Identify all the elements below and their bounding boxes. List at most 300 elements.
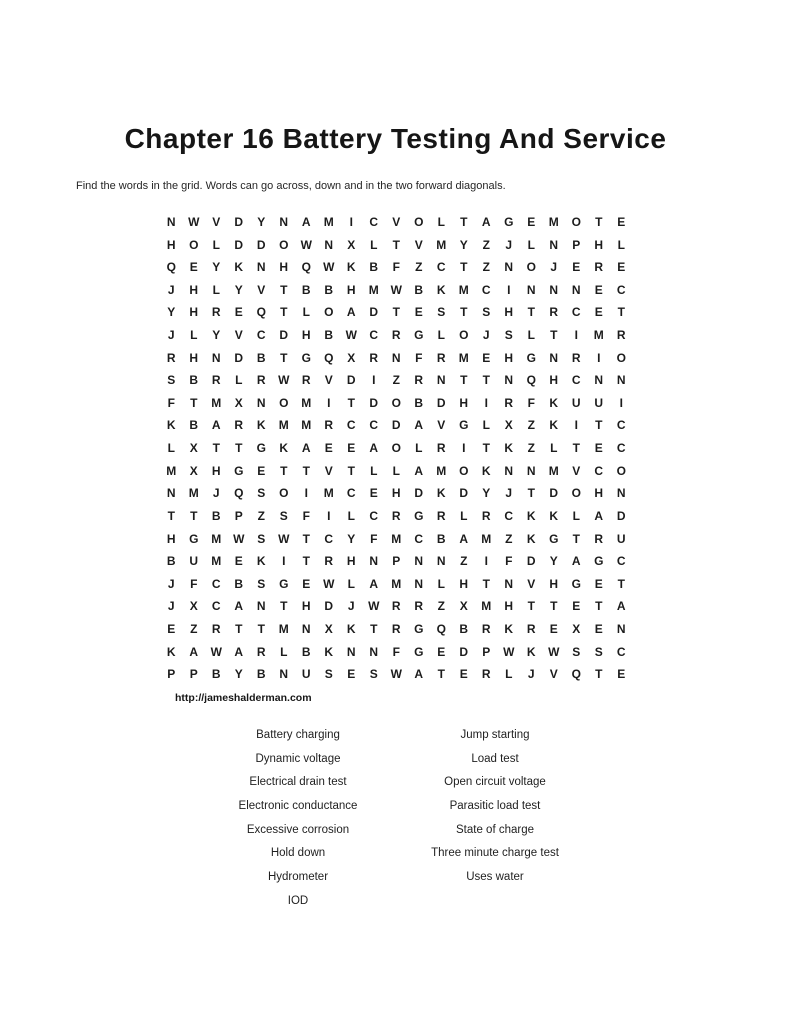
grid-cell: D	[324, 599, 334, 614]
grid-cell: V	[549, 667, 558, 682]
grid-cell: H	[459, 576, 469, 591]
grid-cell: C	[211, 599, 221, 614]
grid-row	[160, 324, 633, 347]
grid-cell: L	[505, 667, 513, 682]
grid-cell: B	[256, 667, 266, 682]
grid-cell: F	[302, 508, 310, 523]
grid-cell: L	[482, 418, 490, 433]
grid-cell: K	[549, 395, 559, 410]
grid-cell: I	[574, 328, 578, 343]
grid-cell: G	[414, 328, 424, 343]
grid-row	[160, 641, 633, 664]
grid-cell: T	[595, 599, 603, 614]
grid-cell: C	[369, 328, 379, 343]
grid-cell: E	[617, 215, 626, 229]
grid-cell: A	[369, 576, 379, 591]
grid-cell: Y	[212, 260, 221, 275]
grid-cell: G	[234, 463, 244, 478]
grid-cell: C	[571, 373, 581, 388]
grid-cell: R	[571, 350, 581, 365]
grid-cell: T	[347, 395, 355, 410]
grid-cell: O	[616, 350, 626, 365]
grid-cell: N	[166, 486, 176, 501]
grid-cell: G	[301, 350, 311, 365]
grid-cell: A	[571, 554, 581, 569]
grid-cell: N	[616, 486, 626, 501]
grid-cell: P	[572, 237, 581, 252]
word-list-item: Electrical drain test	[249, 776, 347, 789]
grid-cell: Z	[437, 599, 445, 614]
grid-cell: S	[167, 373, 176, 388]
grid-cell: W	[548, 644, 560, 659]
grid-cell: H	[391, 486, 401, 501]
grid-cell: N	[279, 667, 289, 682]
grid-cell: C	[616, 644, 626, 659]
grid-cell: L	[572, 508, 580, 523]
grid-cell: E	[369, 486, 378, 501]
grid-cell: S	[572, 644, 581, 659]
grid-cell: Y	[482, 486, 491, 501]
grid-cell: T	[595, 667, 603, 682]
grid-cell: R	[549, 305, 559, 320]
grid-cell: U	[189, 554, 199, 569]
grid-cell: J	[550, 260, 558, 275]
grid-cell: J	[505, 486, 513, 501]
grid-cell: L	[392, 463, 400, 478]
grid-cell: C	[369, 508, 379, 523]
grid-cell: T	[460, 260, 468, 275]
grid-cell: M	[368, 282, 379, 297]
grid-cell: I	[484, 554, 488, 569]
grid-row	[160, 437, 633, 460]
grid-cell: D	[391, 418, 401, 433]
grid-cell: H	[189, 350, 199, 365]
grid-cell: K	[346, 621, 356, 636]
grid-cell: L	[212, 282, 220, 297]
grid-cell: N	[414, 554, 424, 569]
grid-cell: R	[481, 667, 491, 682]
grid-row	[160, 663, 633, 686]
grid-cell: L	[370, 237, 378, 252]
grid-cell: A	[616, 599, 626, 614]
grid-cell: N	[549, 350, 559, 365]
grid-cell: O	[279, 486, 289, 501]
grid-cell: A	[189, 644, 199, 659]
grid-cell: N	[436, 373, 446, 388]
grid-cell: P	[234, 508, 243, 523]
grid-cell: R	[504, 395, 514, 410]
letter-grid	[160, 211, 633, 686]
word-list-item: Excessive corrosion	[246, 823, 350, 836]
grid-cell: U	[301, 667, 311, 682]
grid-cell: Z	[505, 531, 513, 546]
word-list-item: State of charge	[456, 823, 534, 836]
grid-cell: W	[345, 328, 357, 343]
grid-cell: K	[436, 486, 446, 501]
grid-cell: G	[549, 531, 559, 546]
grid-cell: L	[437, 576, 445, 591]
grid-cell: J	[505, 237, 513, 252]
grid-cell: U	[616, 531, 626, 546]
grid-cell: O	[279, 237, 289, 252]
grid-cell: F	[415, 350, 423, 365]
grid-cell: T	[212, 441, 220, 456]
grid-cell: J	[527, 667, 535, 682]
word-list-item: IOD	[287, 894, 309, 907]
grid-cell: T	[167, 508, 175, 523]
grid-cell: A	[301, 441, 311, 456]
grid-cell: W	[233, 531, 245, 546]
grid-cell: T	[257, 621, 265, 636]
grid-cell: C	[616, 282, 626, 297]
grid-cell: P	[189, 667, 198, 682]
grid-cell: M	[166, 463, 177, 478]
grid-cell: P	[167, 667, 176, 682]
grid-cell: N	[414, 576, 424, 591]
grid-cell: S	[257, 531, 266, 546]
grid-cell: Y	[234, 667, 243, 682]
grid-cell: I	[327, 508, 331, 523]
word-list-item: Parasitic load test	[449, 800, 541, 813]
grid-cell: Z	[190, 621, 198, 636]
grid-cell: M	[593, 328, 604, 343]
grid-cell: I	[349, 215, 353, 229]
grid-cell: M	[481, 599, 492, 614]
grid-row	[160, 279, 633, 302]
grid-cell: E	[572, 260, 581, 275]
grid-cell: T	[280, 350, 288, 365]
word-list-item: Hydrometer	[267, 871, 329, 884]
grid-cell: O	[391, 441, 401, 456]
grid-cell: G	[414, 621, 424, 636]
grid-cell: N	[594, 373, 604, 388]
grid-cell: E	[594, 621, 603, 636]
grid-cell: R	[616, 328, 626, 343]
grid-cell: I	[507, 282, 511, 297]
grid-cell: Z	[482, 237, 490, 252]
grid-row	[160, 211, 633, 234]
grid-cell: T	[482, 373, 490, 388]
grid-cell: K	[526, 644, 536, 659]
grid-cell: Q	[526, 373, 536, 388]
grid-cell: A	[414, 667, 424, 682]
grid-cell: K	[526, 508, 536, 523]
grid-cell: W	[503, 644, 515, 659]
grid-cell: B	[301, 644, 311, 659]
grid-row	[160, 414, 633, 437]
grid-cell: X	[324, 621, 333, 636]
grid-cell: K	[234, 260, 244, 275]
grid-cell: O	[391, 395, 401, 410]
word-list-left	[198, 724, 398, 914]
grid-row	[160, 528, 633, 551]
grid-cell: Q	[301, 260, 311, 275]
grid-cell: K	[549, 418, 559, 433]
grid-cell: D	[279, 328, 289, 343]
grid-cell: T	[527, 486, 535, 501]
grid-cell: N	[279, 215, 289, 229]
grid-cell: R	[256, 644, 266, 659]
grid-cell: S	[504, 328, 513, 343]
grid-cell: R	[414, 373, 424, 388]
grid-cell: A	[481, 215, 491, 229]
grid-cell: Q	[436, 621, 446, 636]
grid-cell: D	[234, 215, 244, 229]
grid-cell: S	[437, 305, 446, 320]
grid-cell: H	[279, 260, 289, 275]
grid-cell: H	[211, 463, 221, 478]
grid-cell: Z	[527, 418, 535, 433]
word-list-right	[395, 724, 595, 890]
grid-cell: T	[190, 508, 198, 523]
grid-cell: L	[347, 576, 355, 591]
grid-cell: N	[549, 282, 559, 297]
grid-cell: M	[436, 237, 447, 252]
grid-cell: B	[301, 282, 311, 297]
grid-cell: C	[211, 576, 221, 591]
grid-cell: B	[234, 576, 244, 591]
grid-cell: L	[550, 441, 558, 456]
grid-cell: P	[482, 644, 491, 659]
grid-cell: X	[189, 599, 198, 614]
grid-cell: H	[594, 237, 604, 252]
grid-cell: X	[459, 599, 468, 614]
grid-cell: I	[462, 441, 466, 456]
grid-cell: M	[481, 531, 492, 546]
grid-cell: R	[391, 328, 401, 343]
grid-cell: C	[324, 531, 334, 546]
grid-cell: T	[550, 328, 558, 343]
grid-cell: U	[571, 395, 581, 410]
grid-cell: T	[482, 576, 490, 591]
grid-cell: J	[167, 599, 175, 614]
grid-cell: R	[414, 599, 424, 614]
grid-cell: A	[414, 463, 424, 478]
grid-cell: R	[166, 350, 176, 365]
grid-cell: O	[571, 486, 581, 501]
grid-cell: E	[234, 554, 243, 569]
grid-cell: H	[166, 237, 176, 252]
grid-cell: B	[414, 395, 424, 410]
grid-cell: R	[436, 350, 446, 365]
grid-cell: O	[279, 395, 289, 410]
grid-cell: N	[504, 576, 514, 591]
grid-cell: L	[190, 328, 198, 343]
grid-cell: S	[369, 667, 378, 682]
grid-cell: R	[526, 621, 536, 636]
grid-cell: H	[459, 395, 469, 410]
word-list-item: Open circuit voltage	[444, 776, 546, 789]
grid-cell: T	[302, 554, 310, 569]
grid-cell: L	[617, 237, 625, 252]
grid-cell: N	[616, 621, 626, 636]
grid-cell: D	[256, 237, 266, 252]
grid-cell: T	[527, 305, 535, 320]
grid-cell: R	[234, 418, 244, 433]
grid-row	[160, 595, 633, 618]
grid-cell: R	[301, 373, 311, 388]
grid-cell: H	[301, 328, 311, 343]
grid-cell: M	[436, 463, 447, 478]
grid-row	[160, 550, 633, 573]
grid-cell: V	[257, 282, 266, 297]
word-list-item: Dynamic voltage	[255, 752, 341, 765]
grid-cell: C	[414, 531, 424, 546]
grid-cell: E	[189, 260, 198, 275]
grid-cell: L	[460, 508, 468, 523]
grid-cell: R	[594, 260, 604, 275]
grid-cell: A	[301, 215, 311, 229]
grid-cell: Q	[256, 305, 266, 320]
grid-row	[160, 347, 633, 370]
grid-cell: B	[211, 667, 221, 682]
grid-row	[160, 618, 633, 641]
grid-cell: M	[458, 350, 469, 365]
grid-cell: B	[211, 508, 221, 523]
grid-cell: X	[504, 418, 513, 433]
grid-cell: K	[279, 441, 289, 456]
grid-cell: Y	[167, 305, 176, 320]
grid-cell: T	[235, 621, 243, 636]
grid-cell: R	[369, 350, 379, 365]
grid-cell: L	[415, 441, 423, 456]
grid-cell: V	[212, 215, 221, 229]
grid-cell: W	[390, 282, 402, 297]
grid-cell: D	[234, 237, 244, 252]
grid-cell: M	[548, 463, 559, 478]
grid-cell: O	[526, 260, 536, 275]
grid-cell: N	[391, 350, 401, 365]
grid-cell: N	[504, 373, 514, 388]
grid-cell: K	[436, 282, 446, 297]
grid-cell: H	[594, 486, 604, 501]
grid-cell: A	[346, 305, 356, 320]
grid-cell: R	[436, 441, 446, 456]
grid-cell: G	[414, 644, 424, 659]
grid-cell: A	[594, 508, 604, 523]
grid-cell: N	[166, 215, 176, 229]
grid-cell: M	[391, 576, 402, 591]
grid-cell: M	[548, 215, 559, 229]
grid-cell: Z	[482, 260, 490, 275]
grid-cell: V	[572, 463, 581, 478]
grid-cell: D	[526, 554, 536, 569]
grid-cell: R	[481, 508, 491, 523]
grid-cell: C	[616, 554, 626, 569]
grid-cell: D	[234, 350, 244, 365]
grid-cell: E	[617, 667, 626, 682]
grid-cell: D	[369, 305, 379, 320]
puzzle-instructions: Find the words in the grid. Words can go across, down and in the two forward diagonals.	[76, 180, 506, 192]
grid-cell: Y	[459, 237, 468, 252]
grid-cell: H	[549, 576, 559, 591]
grid-cell: K	[166, 644, 176, 659]
grid-cell: D	[459, 644, 469, 659]
grid-row	[160, 234, 633, 257]
grid-cell: S	[257, 486, 266, 501]
grid-cell: E	[167, 621, 176, 636]
grid-cell: O	[616, 463, 626, 478]
grid-cell: C	[346, 486, 356, 501]
grid-cell: V	[437, 418, 446, 433]
grid-cell: G	[256, 441, 266, 456]
grid-cell: E	[347, 441, 356, 456]
grid-cell: B	[256, 350, 266, 365]
grid-cell: K	[346, 260, 356, 275]
grid-cell: A	[414, 418, 424, 433]
grid-cell: T	[280, 305, 288, 320]
grid-cell: N	[256, 599, 266, 614]
grid-cell: Z	[415, 260, 423, 275]
grid-cell: R	[391, 508, 401, 523]
grid-cell: R	[436, 508, 446, 523]
grid-cell: D	[549, 486, 559, 501]
grid-cell: D	[369, 395, 379, 410]
grid-cell: Z	[527, 441, 535, 456]
grid-cell: C	[256, 328, 266, 343]
grid-cell: B	[189, 418, 199, 433]
grid-cell: N	[211, 350, 221, 365]
grid-cell: O	[324, 305, 334, 320]
grid-cell: E	[572, 599, 581, 614]
grid-row	[160, 392, 633, 415]
grid-cell: M	[323, 215, 334, 229]
grid-cell: L	[280, 644, 288, 659]
grid-cell: O	[459, 328, 469, 343]
grid-cell: N	[301, 621, 311, 636]
grid-cell: T	[392, 237, 400, 252]
grid-cell: I	[282, 554, 286, 569]
grid-cell: T	[460, 215, 468, 229]
grid-cell: T	[280, 282, 288, 297]
grid-cell: H	[346, 554, 356, 569]
grid-cell: V	[324, 373, 333, 388]
grid-cell: X	[572, 621, 581, 636]
grid-cell: Y	[257, 215, 266, 229]
grid-cell: H	[166, 531, 176, 546]
grid-row	[160, 369, 633, 392]
grid-cell: V	[392, 215, 401, 229]
grid-row	[160, 573, 633, 596]
grid-cell: H	[189, 305, 199, 320]
grid-cell: B	[414, 282, 424, 297]
grid-cell: C	[504, 508, 514, 523]
grid-row	[160, 301, 633, 324]
grid-cell: T	[617, 305, 625, 320]
grid-cell: K	[504, 621, 514, 636]
grid-cell: G	[594, 554, 604, 569]
grid-cell: I	[574, 418, 578, 433]
grid-cell: C	[571, 305, 581, 320]
grid-cell: R	[481, 621, 491, 636]
grid-cell: O	[414, 215, 424, 229]
grid-cell: M	[278, 418, 289, 433]
grid-cell: F	[392, 644, 400, 659]
grid-cell: P	[392, 554, 401, 569]
grid-cell: G	[504, 215, 514, 229]
grid-cell: C	[616, 418, 626, 433]
grid-cell: X	[347, 237, 356, 252]
grid-cell: H	[189, 282, 199, 297]
grid-cell: S	[482, 305, 491, 320]
grid-cell: D	[346, 373, 356, 388]
grid-cell: R	[211, 305, 221, 320]
grid-cell: T	[617, 576, 625, 591]
grid-cell: M	[278, 621, 289, 636]
grid-cell: N	[436, 554, 446, 569]
grid-cell: A	[459, 531, 469, 546]
grid-cell: I	[619, 395, 623, 410]
